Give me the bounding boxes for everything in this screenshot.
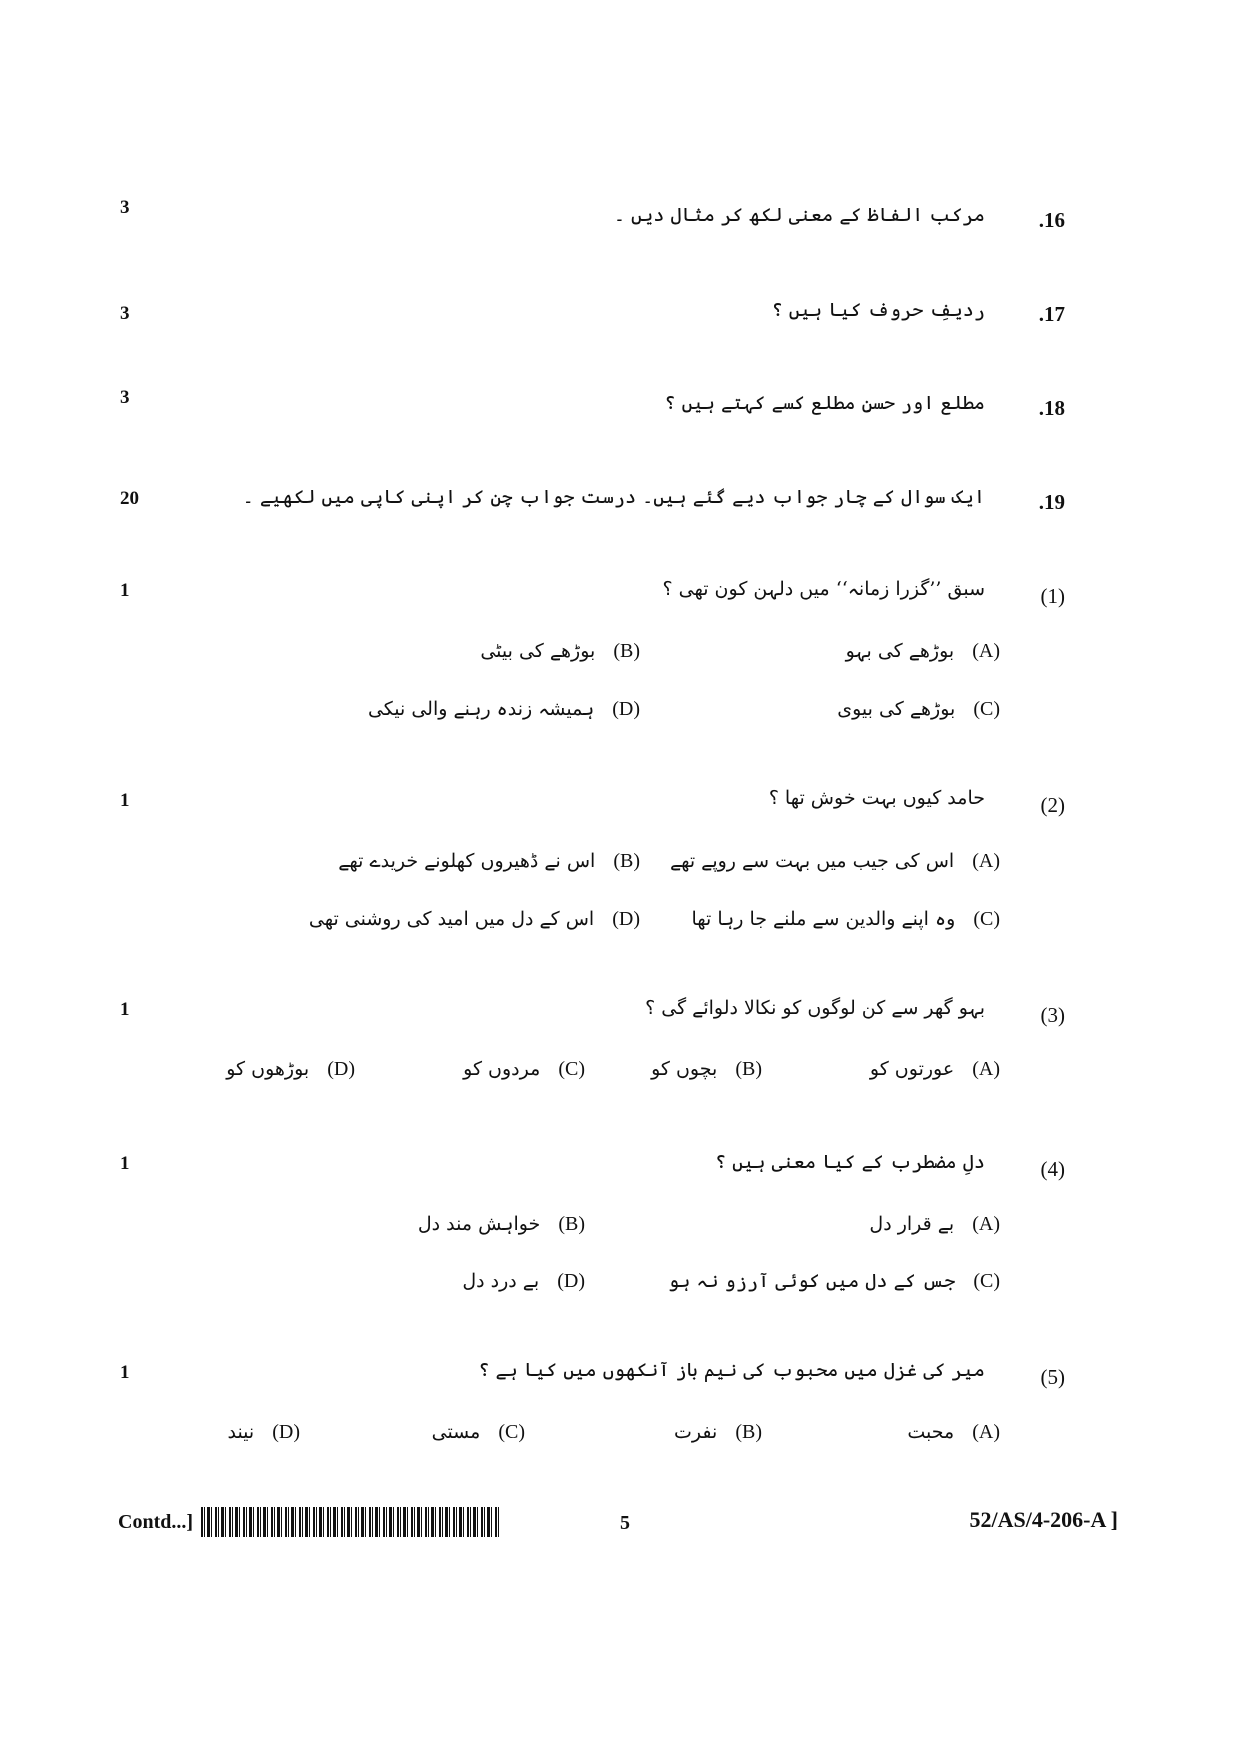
subquestion-marks: 1 [120, 1362, 130, 1383]
option-d [226, 1058, 355, 1081]
option-text: بچوں کو [651, 1058, 718, 1080]
option-letter: (A) [972, 850, 1000, 872]
contd-label: Contd...] [118, 1510, 194, 1533]
option-d [368, 698, 640, 721]
subquestion-marks: 1 [120, 999, 130, 1020]
option-c [463, 1058, 585, 1081]
option-text: مردوں کو [463, 1058, 541, 1080]
barcode-icon [201, 1507, 501, 1537]
option-a [846, 640, 1000, 663]
option-letter: (C) [498, 1421, 525, 1443]
question-number: .19 [1038, 490, 1065, 514]
question-text: ردیفِ حروف کیا ہیں ؟ [771, 299, 985, 321]
subquestion-marks: 1 [120, 580, 130, 601]
question-text: مطلع اور حسنِ مطلع کسے کہتے ہیں ؟ [664, 392, 985, 414]
option-letter: (C) [973, 698, 1000, 720]
subquestion-text: سبق ’’گزرا زمانہ‘‘ میں دلہن کون تھی ؟ [662, 578, 985, 600]
option-text: محبت [907, 1421, 955, 1443]
option-text: بوڑھوں کو [226, 1058, 310, 1080]
option-b [651, 1058, 762, 1081]
question-number: .18 [1038, 396, 1065, 420]
option-letter: (D) [612, 908, 640, 930]
question-marks: 3 [120, 387, 130, 408]
option-text: مستی [431, 1421, 481, 1443]
option-a [907, 1421, 1000, 1444]
page-number: 5 [620, 1512, 630, 1534]
option-b [338, 850, 640, 873]
question-number: .17 [1038, 302, 1065, 326]
subquestion-number: (3) [1040, 1003, 1065, 1027]
question-number: .16 [1038, 208, 1065, 232]
option-a [670, 850, 1000, 873]
option-text: خواہش مند دل [417, 1213, 541, 1235]
option-c [691, 908, 1000, 931]
option-text: جس کے دل میں کوئی آرزو نہ ہو [668, 1270, 956, 1292]
option-letter: (D) [557, 1270, 585, 1292]
option-b [674, 1421, 762, 1444]
option-letter: (B) [613, 850, 640, 872]
question-marks: 3 [120, 303, 130, 324]
subquestion-text: میر کی غزل میں محبوب کی نیم باز آنکھوں میں کیا ہے ؟ [478, 1359, 985, 1381]
option-c [432, 1421, 525, 1444]
option-text: اس نے ڈھیروں کھلونے خریدے تھے [338, 850, 596, 872]
option-text: نیند [227, 1421, 255, 1443]
option-letter: (D) [272, 1421, 300, 1443]
option-c [668, 1270, 1000, 1293]
option-letter: (B) [613, 640, 640, 662]
option-letter: (A) [972, 1421, 1000, 1443]
subquestion-text: حامد کیوں بہت خوش تھا ؟ [768, 787, 985, 809]
option-d [462, 1270, 585, 1293]
subquestion-marks: 1 [120, 1153, 130, 1174]
option-text: ہمیشہ زندہ رہنے والی نیکی [367, 698, 595, 720]
subquestion-number: (5) [1040, 1365, 1065, 1389]
option-d [227, 1421, 300, 1444]
subquestion-number: (2) [1040, 793, 1065, 817]
subquestion-number: (4) [1040, 1157, 1065, 1181]
option-letter: (C) [973, 908, 1000, 930]
option-text: بے درد دل [462, 1270, 540, 1292]
option-letter: (C) [973, 1270, 1000, 1292]
option-c [837, 698, 1000, 721]
subquestion-text: بہو گھر سے کن لوگوں کو نکالا دلوائے گی ؟ [645, 997, 985, 1019]
option-text: بوڑھے کی بہو [845, 640, 955, 662]
option-letter: (A) [972, 1213, 1000, 1235]
option-letter: (D) [327, 1058, 355, 1080]
subquestion-text: دلِ مضطرب کے کیا معنی ہیں ؟ [714, 1151, 985, 1173]
option-letter: (A) [972, 640, 1000, 662]
option-a [870, 1058, 1000, 1081]
option-b [480, 640, 640, 663]
option-d [309, 908, 640, 931]
footer-left [118, 1507, 501, 1537]
option-text: اس کی جیب میں بہت سے روپے تھے [669, 850, 955, 872]
paper-code: 52/AS/4-206-A ] [969, 1507, 1118, 1532]
option-b [418, 1213, 585, 1236]
option-letter: (C) [558, 1058, 585, 1080]
question-text: ایک سوال کے چار جواب دیے گئے ہیں۔ درست جواب چن کر اپنی کاپی میں لکھیے ۔ [242, 486, 985, 508]
question-marks: 3 [120, 197, 130, 218]
subquestion-marks: 1 [120, 790, 130, 811]
subquestion-number: (1) [1040, 584, 1065, 608]
option-text: بوڑھے کی بیوی [837, 698, 956, 720]
option-letter: (D) [612, 698, 640, 720]
question-text: مرکب الفاظ کے معنی لکھ کر مثال دیں ۔ [613, 204, 985, 226]
option-letter: (B) [558, 1213, 585, 1235]
option-letter: (B) [735, 1058, 762, 1080]
option-text: نفرت [674, 1421, 718, 1443]
option-text: عورتوں کو [869, 1058, 955, 1080]
option-letter: (B) [735, 1421, 762, 1443]
option-text: بے قرار دل [869, 1213, 955, 1235]
option-a [869, 1213, 1000, 1236]
option-text: وہ اپنے والدین سے ملنے جا رہا تھا [691, 908, 956, 930]
option-text: بوڑھے کی بیٹی [480, 640, 596, 662]
question-marks: 20 [120, 488, 139, 509]
option-letter: (A) [972, 1058, 1000, 1080]
option-text: اس کے دل میں امید کی روشنی تھی [308, 908, 595, 930]
